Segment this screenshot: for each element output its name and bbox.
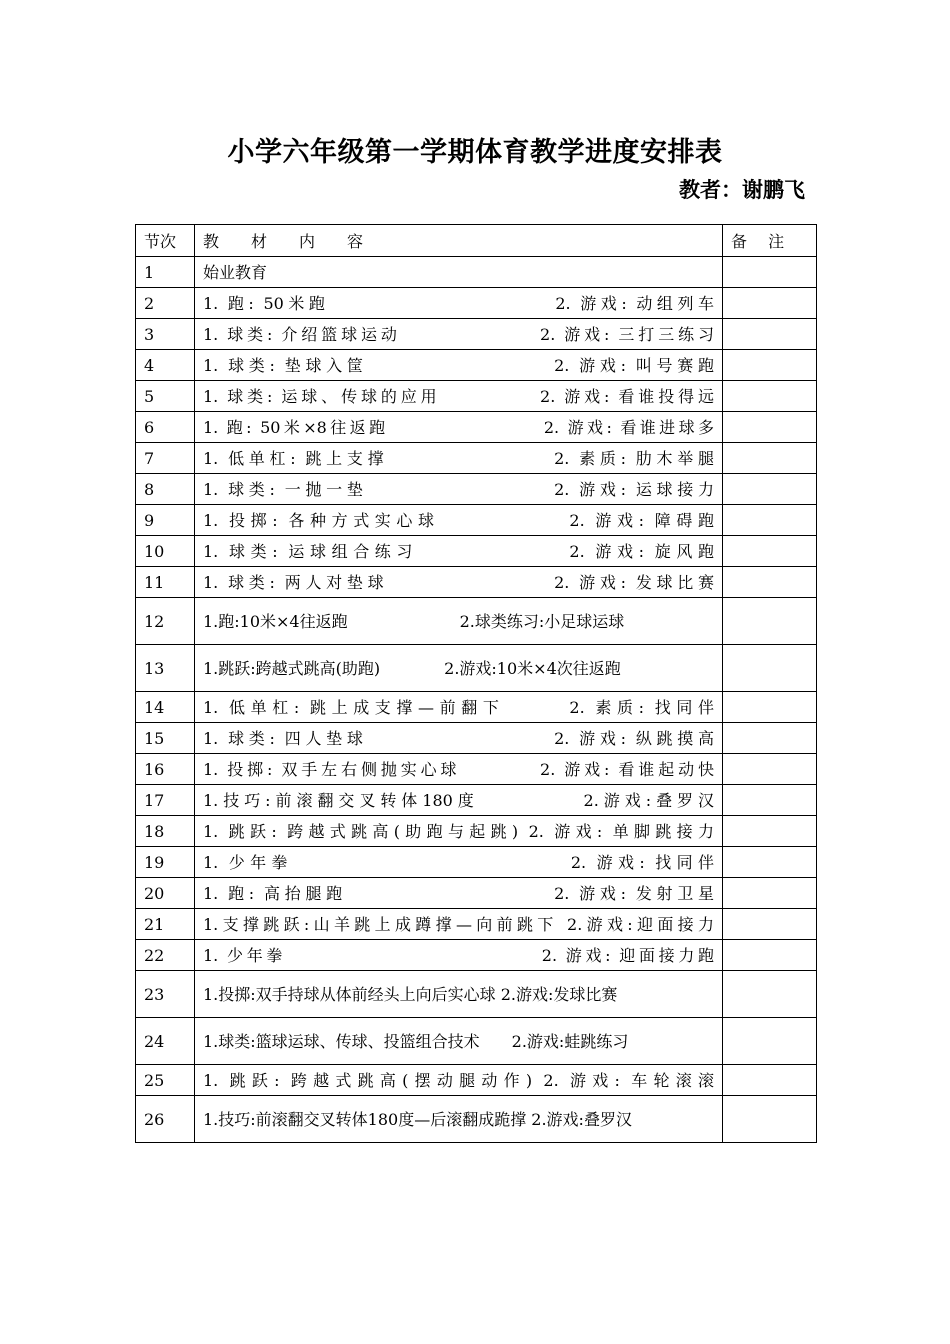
table-row: [136, 319, 817, 350]
row-content: 1.技巧:前滚翻交叉转体180度—后滚翻成跪撑 2.游戏:叠罗汉: [195, 1096, 723, 1143]
row-note: [723, 381, 817, 412]
row-note: [723, 754, 817, 785]
row-content: 1. 跳跃: 跨越式跳高(助跑与起跳) 2. 游戏: 单脚跳接力: [195, 816, 723, 847]
row-note: [723, 1096, 817, 1143]
table-row: [136, 381, 817, 412]
row-note: [723, 598, 817, 645]
row-number: 11: [136, 567, 195, 598]
row-content: 1.跑:10米×4往返跑 2.球类练习:小足球运球: [195, 598, 723, 645]
row-note: [723, 909, 817, 940]
row-note: [723, 505, 817, 536]
row-number: 26: [136, 1096, 195, 1143]
row-note: [723, 567, 817, 598]
row-number: 10: [136, 536, 195, 567]
row-note: [723, 816, 817, 847]
row-content: 1. 球类: 一抛一垫 2. 游戏: 运球接力: [195, 474, 723, 505]
table-row: [136, 645, 817, 692]
row-content: 1. 跑: 50米跑 2. 游戏: 动组列车: [195, 288, 723, 319]
row-number: 6: [136, 412, 195, 443]
row-number: 20: [136, 878, 195, 909]
row-note: [723, 692, 817, 723]
row-content: 1.支撑跳跃:山羊跳上成蹲撑—向前跳下 2.游戏:迎面接力: [195, 909, 723, 940]
row-note: [723, 443, 817, 474]
row-note: [723, 412, 817, 443]
header-note: 备 注: [723, 225, 817, 257]
row-note: [723, 940, 817, 971]
row-content: 1.球类:篮球运球、传球、投篮组合技术 2.游戏:蛙跳练习: [195, 1018, 723, 1065]
row-note: [723, 319, 817, 350]
row-number: 1: [136, 257, 195, 288]
table-row: [136, 909, 817, 940]
row-number: 12: [136, 598, 195, 645]
row-content: 始业教育: [195, 257, 723, 288]
row-note: [723, 645, 817, 692]
row-note: [723, 1065, 817, 1096]
table-row: [136, 505, 817, 536]
row-number: 5: [136, 381, 195, 412]
row-content: 1. 球类: 运球组合练习 2. 游戏: 旋风跑: [195, 536, 723, 567]
row-content: 1. 球类: 垫球入筐 2. 游戏: 叫号赛跑: [195, 350, 723, 381]
row-content: 1. 投掷: 各种方式实心球 2. 游戏: 障碍跑: [195, 505, 723, 536]
header-number: 节次: [136, 225, 195, 257]
row-content: 1. 球类: 两人对垫球 2. 游戏: 发球比赛: [195, 567, 723, 598]
row-note: [723, 878, 817, 909]
row-number: 8: [136, 474, 195, 505]
table-row: [136, 878, 817, 909]
row-number: 4: [136, 350, 195, 381]
table-row: [136, 1018, 817, 1065]
row-content: 1. 少年拳 2. 游戏: 找同伴: [195, 847, 723, 878]
row-number: 3: [136, 319, 195, 350]
row-number: 16: [136, 754, 195, 785]
table-row: [136, 412, 817, 443]
table-row: [136, 816, 817, 847]
table-row: [136, 847, 817, 878]
row-content: 1. 跑: 高抬腿跑 2. 游戏: 发射卫星: [195, 878, 723, 909]
table-header-row: [136, 225, 817, 257]
row-note: [723, 847, 817, 878]
row-content: 1.跳跃:跨越式跳高(助跑) 2.游戏:10米×4次往返跑: [195, 645, 723, 692]
row-note: [723, 1018, 817, 1065]
header-content: 教 材 内 容: [195, 225, 723, 257]
row-note: [723, 536, 817, 567]
row-number: 13: [136, 645, 195, 692]
row-number: 21: [136, 909, 195, 940]
table-row: [136, 1065, 817, 1096]
row-note: [723, 288, 817, 319]
row-content: 1.技巧:前滚翻交叉转体180度 2.游戏:叠罗汉: [195, 785, 723, 816]
table-row: [136, 598, 817, 645]
row-note: [723, 785, 817, 816]
table-row: [136, 785, 817, 816]
table-row: [136, 288, 817, 319]
table-row: [136, 692, 817, 723]
row-content: 1. 投掷: 双手左右侧抛实心球 2. 游戏: 看谁起动快: [195, 754, 723, 785]
row-note: [723, 723, 817, 754]
table-row: [136, 971, 817, 1018]
row-number: 23: [136, 971, 195, 1018]
row-note: [723, 474, 817, 505]
schedule-table: [135, 224, 817, 1143]
table-row: [136, 474, 817, 505]
table-row: [136, 1096, 817, 1143]
row-content: 1. 球类: 介绍篮球运动 2. 游戏: 三打三练习: [195, 319, 723, 350]
table-row: [136, 443, 817, 474]
teacher-name: 教者：谢鹏飞: [679, 178, 805, 202]
row-number: 15: [136, 723, 195, 754]
table-row: [136, 536, 817, 567]
row-number: 14: [136, 692, 195, 723]
row-number: 19: [136, 847, 195, 878]
row-number: 22: [136, 940, 195, 971]
row-number: 24: [136, 1018, 195, 1065]
row-number: 18: [136, 816, 195, 847]
table-row: [136, 350, 817, 381]
page-title: 小学六年级第一学期体育教学进度安排表: [227, 137, 723, 168]
row-number: 17: [136, 785, 195, 816]
row-note: [723, 257, 817, 288]
row-number: 2: [136, 288, 195, 319]
table-row: [136, 754, 817, 785]
row-content: 1. 球类: 四人垫球 2. 游戏: 纵跳摸高: [195, 723, 723, 754]
row-content: 1. 球类: 运球、传球的应用 2. 游戏: 看谁投得远: [195, 381, 723, 412]
row-content: 1.投掷:双手持球从体前经头上向后实心球 2.游戏:发球比赛: [195, 971, 723, 1018]
table-row: [136, 940, 817, 971]
row-content: 1. 低单杠: 跳上成支撑—前翻下 2. 素质: 找同伴: [195, 692, 723, 723]
row-content: 1. 跑: 50米×8往返跑 2. 游戏: 看谁进球多: [195, 412, 723, 443]
table-row: [136, 567, 817, 598]
row-content: 1. 少年拳 2. 游戏: 迎面接力跑: [195, 940, 723, 971]
row-number: 7: [136, 443, 195, 474]
row-note: [723, 971, 817, 1018]
table-row: [136, 257, 817, 288]
row-note: [723, 350, 817, 381]
row-number: 25: [136, 1065, 195, 1096]
row-content: 1. 跳跃: 跨越式跳高(摆动腿动作) 2. 游戏: 车轮滚滚: [195, 1065, 723, 1096]
table-row: [136, 723, 817, 754]
row-content: 1. 低单杠: 跳上支撑 2. 素质: 肋木举腿: [195, 443, 723, 474]
row-number: 9: [136, 505, 195, 536]
